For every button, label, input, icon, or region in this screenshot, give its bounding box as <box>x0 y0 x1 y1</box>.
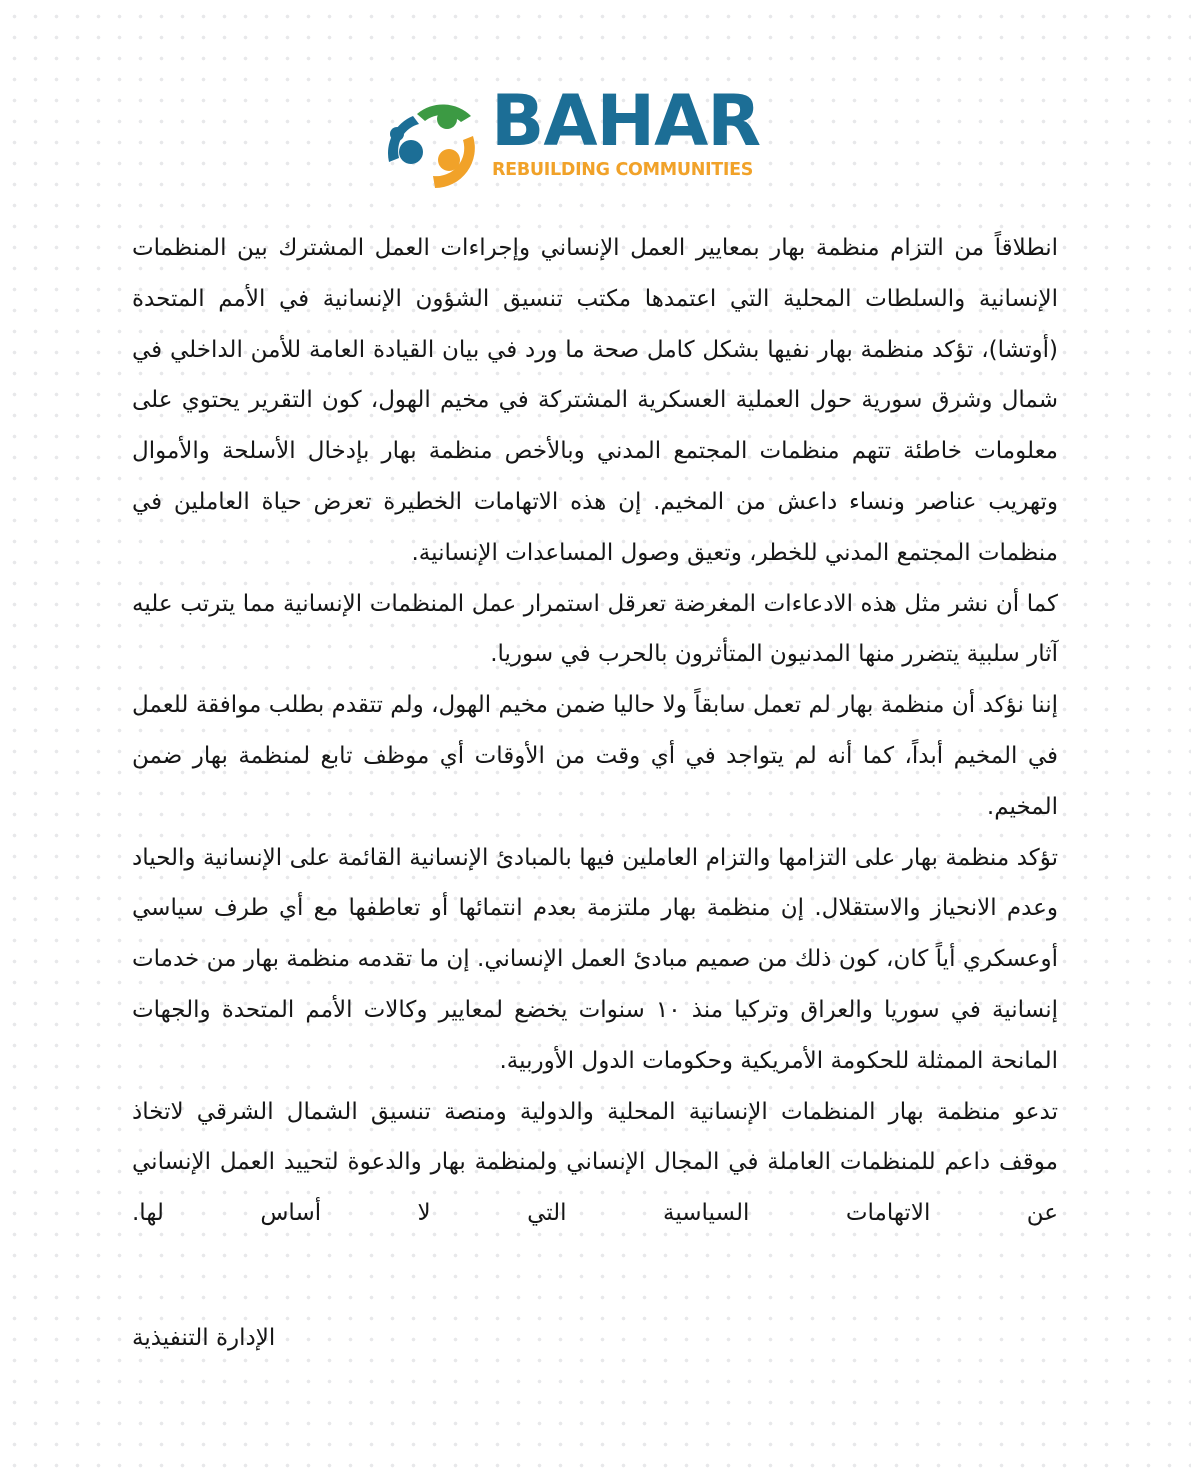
letter-paragraph-4: تؤكد منظمة بهار على التزامها والتزام العاملين فيها بالمبادئ الإنسانية القائمة على الإنسانية والحياد وعدم الانحياز والاستقلال. إن منظمة بهار ملتزمة بعدم انتمائها أو تعاطفها مع أي طرف سياسي أوعسكري أياً كان، كون ذلك من صميم مبادئ العمل الإنساني. إن ما تقدمه منظمة بهار من خدمات إنسانية في سوريا والعراق وتركيا منذ ١٠ سنوات يخضع لمعايير وكالات الأمم المتحدة والجهات المانحة الممثلة للحكومة الأمريكية وحكومات الدول الأوربية. <box>132 844 1059 1074</box>
logo-blue-dot-large <box>399 140 423 164</box>
logo-green-dot <box>437 109 457 129</box>
signature-text: الإدارة التنفيذية <box>132 1325 276 1351</box>
brand-name: BAHAR <box>491 80 761 162</box>
bahar-logo-mark-icon <box>383 92 475 190</box>
brand-tagline: REBUILDING COMMUNITIES <box>492 160 754 180</box>
logo-orange-dot <box>438 149 460 171</box>
letter-paragraph-2: كما أن نشر مثل هذه الادعاءات المغرضة تعرقل استمرار عمل المنظمات الإنسانية مما يترتب عليه آثار سلبية يتضرر منها المدنيون المتأثرون بالحرب في سوريا. <box>132 590 1058 668</box>
logo-blue-dot-small <box>390 127 404 141</box>
bahar-logo <box>383 80 763 192</box>
letter-paragraph-1: انطلاقاً من التزام منظمة بهار بمعايير العمل الإنساني وإجراءات العمل المشترك بين المنظمات الإنسانية والسلطات المحلية التي اعتمدها مكتب تنسيق الشؤون الإنسانية في الأمم المتحدة (أوتشا)، تؤكد منظمة بهار نفيها بشكل كامل صحة ما ورد في بيان القيادة العامة للأمن الداخلي في شمال وشرق سورية حول العملية العسكرية المشتركة في مخيم الهول، كون التقرير يحتوي على معلومات خاطئة تتهم منظمات المجتمع المدني وبالأخص منظمة بهار بإدخال الأسلحة والأموال وتهريب عناصر ونساء داعش من المخيم. إن هذه الاتهامات الخطيرة تعرض حياة العاملين في منظمات المجتمع المدني للخطر، وتعيق وصول المساعدات الإنسانية. <box>132 235 1058 566</box>
letter-paragraph-5: تدعو منظمة بهار المنظمات الإنسانية المحلية والدولية ومنصة تنسيق الشمال الشرقي لاتخاذ موقف داعم للمنظمات العاملة في المجال الإنساني ولمنظمة بهار والدعوة لتحييد العمل الإنساني عن الاتهامات السياسية التي لا أساس لها. <box>132 1098 1058 1227</box>
letter-paragraph-3: إننا نؤكد أن منظمة بهار لم تعمل سابقاً ولا حاليا ضمن مخيم الهول، ولم تتقدم بطلب موافقة للعمل في المخيم أبداً، كما أنه لم يتواجد في أي وقت من الأوقات أي موظف تابع لمنظمة بهار ضمن المخيم. <box>132 692 1058 820</box>
signature-block <box>132 1318 432 1358</box>
letter-body <box>132 223 1058 1239</box>
